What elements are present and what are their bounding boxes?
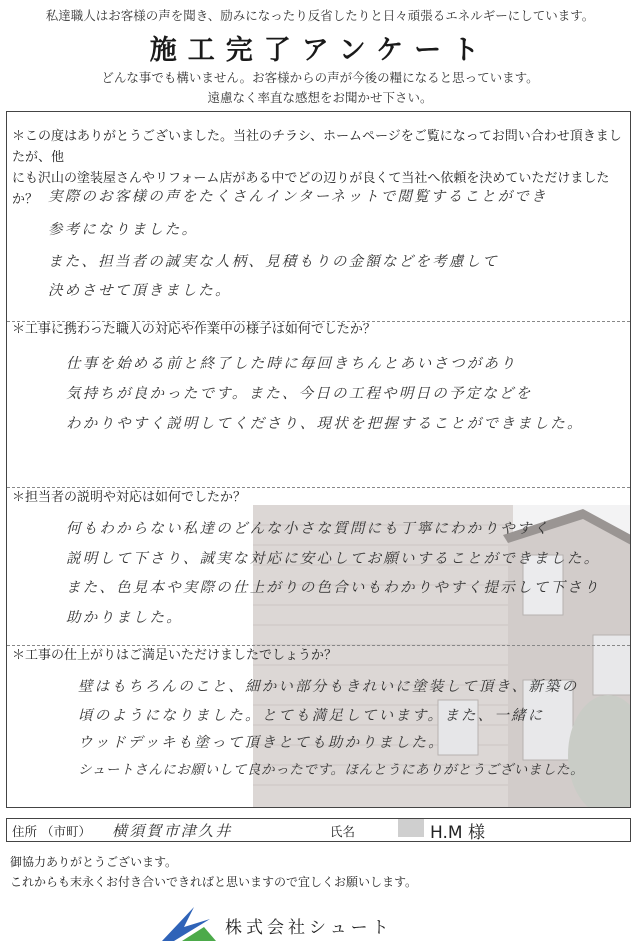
closing-line: これからも末永くお付き合いできればと思いますので宜しくお願いします。 <box>10 875 418 889</box>
answer-line: 仕事を始める前と終了した時に毎回きちんとあいさつがあり <box>66 356 517 372</box>
customer-info-row <box>6 818 631 842</box>
answer-line: 説明して下さり、誠実な対応に安心してお願いすることができました。 <box>66 551 601 567</box>
question-1: ＊この度はありがとうございました。当社のチラシ、ホームページをご覧になってお問い合わせ頂きましたが、他 にも沢山の塗装屋さんやリフォーム店がある中でどの辺りが良くて当社へ依頼を決めていただけましたか？ <box>12 129 622 207</box>
answer-line: 助かりました。 <box>66 610 183 626</box>
answer-line: また、担当者の誠実な人柄、見積もりの金額などを考慮して <box>48 254 499 270</box>
intro-line: 私達職人はお客様の声を聞き、励みになったり反省したりと日々頑張るエネルギーにしています。 <box>45 8 595 23</box>
question-4: ＊工事の仕上がりはご満足いただけましたでしょうか？ <box>12 648 338 663</box>
company-name: 株式会社シュート <box>225 918 393 938</box>
address-value: 横須賀市津久井 <box>112 822 233 840</box>
answer-line: 何もわからない私達のどんな小さな質問にも丁寧にわかりやすく <box>66 521 551 537</box>
answer-line: 決めさせて頂きました。 <box>48 283 232 299</box>
answer-line: わかりやすく説明してくださり、現状を把握することができました。 <box>66 416 584 432</box>
redacted-mark <box>398 819 424 837</box>
company-logo <box>160 905 218 943</box>
thanks-line: 御協力ありがとうございます。 <box>10 855 178 869</box>
address-label: 住所 （市町） <box>12 824 91 839</box>
answer-line: また、色見本や実際の仕上がりの色合いもわかりやすく提示して下さり <box>66 580 601 596</box>
answer-line: ウッドデッキも塗って頂きとても助かりました。 <box>78 735 445 751</box>
answer-line: 参考になりました。 <box>48 222 199 238</box>
answer-line: 頃のようになりました。とても満足しています。また、一緒に <box>78 708 545 724</box>
answer-line: 壁はもちろんのこと、細かい部分もきれいに塗装して頂き、新築の <box>78 679 579 695</box>
name-value: H.M 様 <box>430 823 485 843</box>
name-label: 氏名 <box>330 824 356 839</box>
question-3: ＊担当者の説明や対応は如何でしたか？ <box>12 490 247 505</box>
answer-line: シュートさんにお願いして良かったです。ほんとうにありがとうございました。 <box>78 762 585 778</box>
question-2: ＊工事に携わった職人の対応や作業中の様子は如何でしたか？ <box>12 322 376 337</box>
answer-line: 実際のお客様の声をたくさんインターネットで閲覧することができ <box>48 189 548 205</box>
request-line-2: 遠慮なく率直な感想をお聞かせ下さい。 <box>207 90 433 105</box>
answer-line: 気持ちが良かったです。また、今日の工程や明日の予定などを <box>66 386 533 402</box>
page-title: 施工完了アンケート <box>149 35 491 66</box>
request-line: どんな事でも構いません。お客様からの声が今後の糧になると思っています。 <box>101 70 539 85</box>
